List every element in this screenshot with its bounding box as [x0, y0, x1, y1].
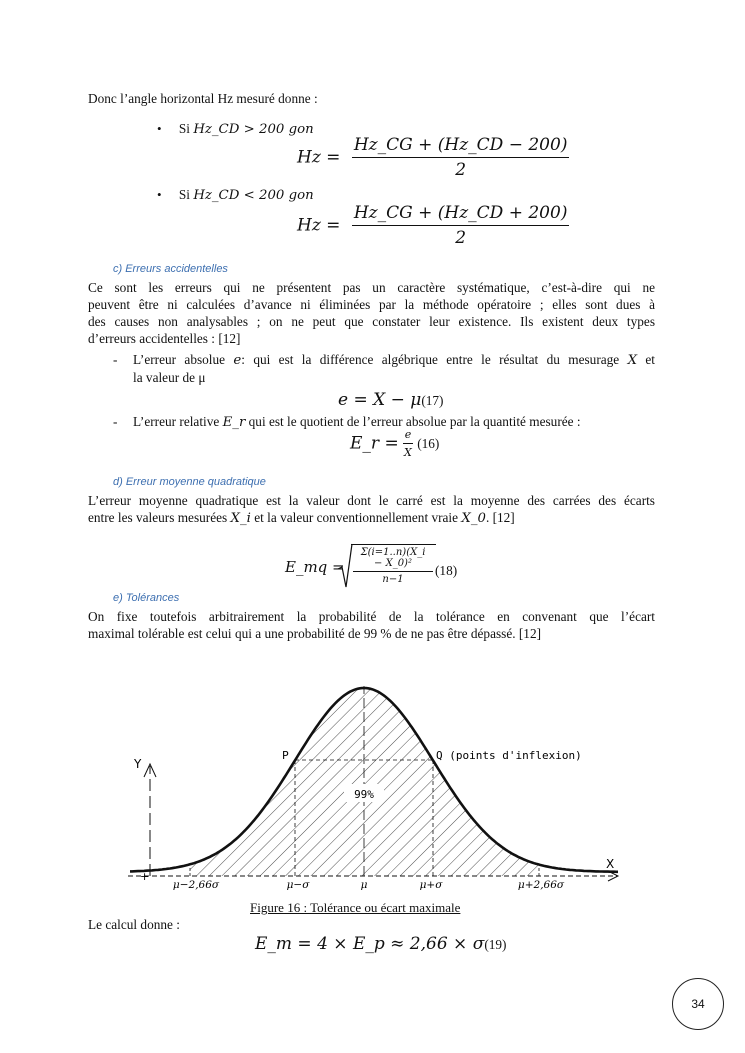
x-axis-label: X — [606, 857, 615, 871]
equation-17 — [338, 390, 443, 410]
equation-17-label: (17) — [421, 393, 444, 408]
equation-16-numerator: e — [403, 428, 414, 444]
y-axis-label: Y — [134, 757, 142, 771]
equation-16-lhs: E_r = — [350, 433, 399, 454]
item-1-text-a: L’erreur absolue — [133, 352, 226, 367]
calc-intro: Le calcul donne : — [88, 917, 180, 932]
para-c-line: peuvent être ni calculées d’avance ni éliminées par la méthode opératoire ; elles sont dues à — [88, 297, 655, 312]
formula-2-fraction — [352, 203, 570, 248]
page-number: 34 — [691, 997, 705, 1011]
para-d-symbol-xi: X_i — [230, 511, 251, 526]
equation-18-fraction — [353, 547, 433, 585]
equation-16 — [350, 428, 439, 459]
formula-2-denominator: 2 — [455, 228, 467, 248]
dash-1: - — [113, 352, 118, 367]
bullet-1 — [157, 120, 314, 138]
page-number-badge — [672, 978, 724, 1030]
equation-16-denominator: X — [404, 446, 412, 459]
item-1 — [133, 351, 655, 386]
equation-16-fraction — [403, 428, 414, 459]
equation-19-body: E_m = 4 × E_p ≈ 2,66 × σ — [255, 934, 485, 954]
para-d-text-b: et la valeur conventionnellement vraie — [254, 510, 459, 525]
item-2-text-a: L’erreur relative — [133, 414, 220, 429]
para-e-line-1: On fixe toutefois arbitrairement la probabilité de la tolérance en convenant que l’écart — [88, 609, 655, 624]
bullet-1-prefix: Si — [178, 121, 190, 136]
formula-1-fraction — [352, 135, 570, 180]
heading-d: d) Erreur moyenne quadratique — [113, 476, 266, 488]
equation-18-numerator: Σ(i=1..n)(X_i − X_0)² — [353, 547, 433, 572]
tick-label: μ — [360, 879, 368, 891]
bullet-dot: • — [157, 121, 162, 136]
heading-c: c) Erreurs accidentelles — [113, 263, 228, 275]
bullet-2-prefix: Si — [178, 187, 190, 202]
equation-18-lhs: E_mq = — [285, 558, 345, 576]
para-c-line: d’erreurs accidentelles : [12] — [88, 331, 241, 346]
bullet-dot: • — [157, 187, 162, 202]
para-e-line-2: maximal tolérable est celui qui a une probabilité de 99 % de ne pas être dépassé. [12] — [88, 626, 542, 641]
formula-1 — [297, 135, 569, 180]
formula-1-numerator: Hz_CG + (Hz_CD − 200) — [352, 135, 570, 158]
para-e — [88, 608, 655, 642]
point-p-label: P — [282, 749, 289, 762]
formula-1-denominator: 2 — [455, 160, 467, 180]
tolerance-figure — [120, 672, 630, 897]
bullet-1-condition: Hz_CD > 200 gon — [193, 122, 314, 137]
origin-plus: + — [140, 870, 150, 883]
tick-label: μ+2,66σ — [517, 879, 565, 891]
equation-18-label: (18) — [435, 563, 458, 578]
equation-19-label: (19) — [484, 937, 507, 952]
hatched-area — [190, 688, 539, 876]
sqrt-sign-icon — [337, 543, 353, 589]
formula-1-lhs: Hz = — [297, 147, 341, 168]
item-1-line-2: la valeur de μ — [133, 370, 206, 385]
para-c-line: des causes non analysables ; on ne peut que constater leur existence. Ils existent deux types — [88, 314, 655, 329]
tick-label: μ−2,66σ — [172, 879, 220, 891]
para-d-symbol-x0: X_0 — [461, 511, 486, 526]
item-1-symbol-x: X — [627, 353, 638, 368]
figure-caption: Figure 16 : Tolérance ou écart maximale — [250, 900, 461, 915]
bullet-2 — [157, 186, 314, 204]
equation-18-denominator: n−1 — [382, 574, 404, 585]
para-d-text-c: . [12] — [485, 510, 515, 525]
tick-label: μ−σ — [286, 879, 310, 891]
formula-2-numerator: Hz_CG + (Hz_CD + 200) — [352, 203, 570, 226]
tick-label: μ+σ — [419, 879, 443, 891]
item-1-symbol-e: e — [233, 353, 242, 368]
equation-19 — [255, 934, 506, 954]
area-label: 99% — [354, 788, 374, 801]
item-2-text-b: qui est le quotient de l’erreur absolue par la quantité mesurée : — [248, 414, 581, 429]
para-c — [88, 279, 655, 347]
intro-text: Donc l’angle horizontal Hz mesuré donne : — [88, 91, 318, 106]
heading-e: e) Tolérances — [113, 592, 180, 604]
item-1-text-c: et — [645, 352, 655, 367]
equation-17-body: e = X − μ — [338, 390, 422, 410]
item-1-text-b: : qui est la différence algébrique entre le résultat du mesurage — [241, 352, 620, 367]
bullet-2-condition: Hz_CD < 200 gon — [193, 188, 314, 203]
formula-2 — [297, 203, 569, 248]
para-d-text-a: entre les valeurs mesurées — [88, 510, 228, 525]
dash-2: - — [113, 414, 118, 429]
item-2-symbol: E_r — [222, 415, 246, 430]
point-q-label: Q (points d'inflexion) — [436, 749, 582, 762]
sqrt-bar — [351, 544, 436, 545]
para-d-line-2 — [88, 509, 655, 527]
formula-2-lhs: Hz = — [297, 215, 341, 236]
para-d — [88, 492, 655, 527]
para-d-line-1: L’erreur moyenne quadratique est la valeur dont le carré est la moyenne des carrées des écarts — [88, 493, 655, 508]
para-c-line: Ce sont les erreurs qui ne présentent pas un caractère systématique, c’est-à-dire qui ne — [88, 280, 655, 295]
equation-16-label: (16) — [417, 436, 440, 451]
